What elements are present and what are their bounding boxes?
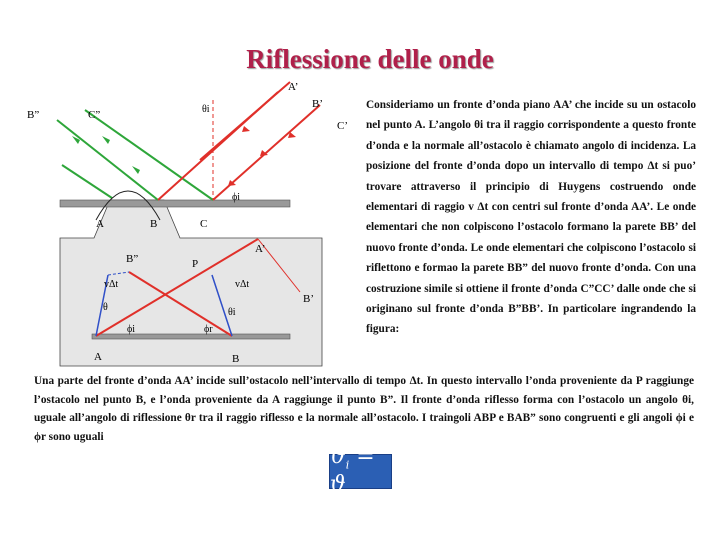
reflection-figure bbox=[0, 70, 360, 370]
top-obstacle bbox=[60, 200, 290, 207]
reflection-law-formula bbox=[330, 444, 391, 499]
label-phi-i-top: ϕi bbox=[232, 192, 241, 203]
label-vdt-right: vΔt bbox=[235, 279, 250, 290]
bottom-explanation-text: Una parte del fronte d’onda AA’ incide sull’ostacolo nell’intervallo di tempo Δt. In questo intervallo l’onda proveniente da P raggiunge l’ostacolo nel punto B, e l’onda proveniente da A raggiunge il punto B”. Il fronte d’onda riflesso forma con l’ostacolo un angolo θi, uguale all’angolo di riflessione θr tra il raggio riflesso e la normale all’ostacolo. I traingoli ABP e BAB” sono congruenti e gli angoli ϕi e ϕr sono uguali bbox=[34, 375, 694, 444]
label-theta-left: θ bbox=[103, 302, 108, 313]
label-c-dblprime-top: C” bbox=[88, 109, 101, 121]
label-a-prime-zoom: A’ bbox=[255, 243, 266, 255]
label-a-prime-top: A’ bbox=[288, 81, 299, 93]
label-phi-r-zoom: ϕr bbox=[204, 324, 213, 335]
label-b-top: B bbox=[150, 218, 158, 230]
incident-rays bbox=[158, 82, 320, 200]
formula-box bbox=[329, 444, 392, 499]
label-theta-i-top: θi bbox=[202, 104, 210, 115]
label-a-zoom: A bbox=[94, 351, 102, 363]
label-c-prime-top: C’ bbox=[337, 120, 348, 132]
label-vdt-left: vΔt bbox=[104, 279, 119, 290]
formula-lhs: ϑ bbox=[330, 444, 346, 470]
formula-eq: = bbox=[349, 444, 375, 470]
formula-lhs-sub: i bbox=[345, 458, 350, 472]
formula-rhs-sub: r bbox=[345, 485, 351, 499]
reflected-rays bbox=[57, 110, 213, 200]
formula-rhs: ϑ bbox=[330, 471, 346, 497]
label-a-top: A bbox=[96, 218, 104, 230]
label-phi-i-zoom: ϕi bbox=[127, 324, 136, 335]
label-p-zoom: P bbox=[192, 258, 199, 270]
label-b-prime-zoom: B’ bbox=[303, 293, 314, 305]
slide-title: Riflessione delle onde bbox=[246, 44, 494, 74]
label-b-dblprime-top: B” bbox=[27, 109, 40, 121]
label-b-prime-top: B’ bbox=[312, 98, 323, 110]
side-explanation-text: Consideriamo un fronte d’onda piano AA’ che incide su un ostacolo nel punto A. L’angolo θi tra il raggio corrispondente a questo fronte d’onda e la normale all’ostacolo è chiamato angolo di incidenza. La posizione del fronte d’onda dopo un intervallo di tempo Δt si puo’ trovare attraverso il principio di Huygens costruendo onde elementari di raggio v Δt con centri sul fronte d’onda AA’. Le onde elementari che non colpiscono l’ostacolo formano la parete BB’ del nuovo fronte d’onda. Le onde elementari che colpiscono l’ostacolo si riflettono e formao la parete BB” del nuovo fronte d’onda. Con una costruzione simile si ottiene il fronte d’onda C”CC’ dalle onde che si originano sul fronte d’onda B”BB’. In particolare ingrandendo la figura: bbox=[366, 99, 696, 336]
label-c-top: C bbox=[200, 218, 208, 230]
label-b-dblprime-zoom: B” bbox=[126, 253, 139, 265]
label-theta-right: θi bbox=[228, 307, 236, 318]
label-b-zoom: B bbox=[232, 353, 240, 365]
zoom-obstacle bbox=[92, 334, 290, 339]
